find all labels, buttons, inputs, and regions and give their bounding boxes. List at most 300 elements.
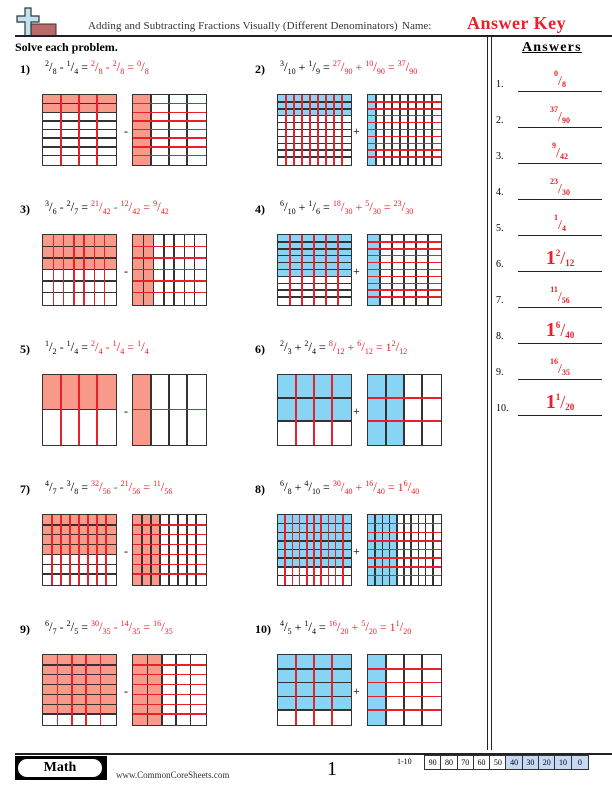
score-cell: 30 xyxy=(523,756,539,769)
answer-denominator: 42 xyxy=(559,152,568,161)
grid-line xyxy=(285,95,287,165)
grid-line xyxy=(306,515,308,585)
problem-number: 4) xyxy=(255,202,265,216)
answer-number: 3. xyxy=(496,151,504,162)
answer-row xyxy=(496,62,608,92)
instructions: Solve each problem. xyxy=(15,40,118,54)
score-cell: 10 xyxy=(555,756,571,769)
problem-equation: $^1/_2 - ^1/_4 = ^2/_4 - ^1/_4 = ^1/_4$ xyxy=(45,339,149,356)
problem-2 xyxy=(255,59,475,172)
fraction: $^5/_{30}$ xyxy=(365,199,381,216)
problem-equation: $^3/_{10} + ^1/_9 = ^{27}/_{90} + ^{10}/_{90} = ^{37}/_{90}$ xyxy=(280,59,418,76)
grid-line xyxy=(313,515,315,585)
answer-value[interactable] xyxy=(518,319,602,342)
fraction: $^{16}/_{40}$ xyxy=(365,479,385,496)
grid-line xyxy=(63,235,65,305)
grid-line xyxy=(133,137,206,139)
grid-line xyxy=(43,713,116,715)
problem-equation: $^3/_6 - ^2/_7 = ^{21}/_{42} - ^{12}/_{42} = ^9/_{42}$ xyxy=(45,199,169,216)
grid-line xyxy=(278,129,351,131)
grid-line xyxy=(368,255,441,257)
problem-equation: $^2/_8 - ^1/_4 = ^2/_8 - ^2/_8 = ^0/_8$ xyxy=(45,59,149,76)
grid-line xyxy=(133,155,206,157)
answer-value[interactable] xyxy=(518,285,602,306)
header-divider xyxy=(15,35,612,37)
answer-numerator: 0 xyxy=(554,69,559,78)
grid-line xyxy=(325,95,327,165)
fraction: $^2/_8$ xyxy=(112,59,125,76)
website-link[interactable]: www.CommonCoreSheets.com xyxy=(116,770,230,780)
fraction: $^2/_8$ xyxy=(91,59,103,76)
answer-row xyxy=(496,278,608,308)
grid-line xyxy=(368,557,441,559)
answer-row xyxy=(496,386,608,416)
problem-equation: $^6/_{10} + ^1/_6 = ^{18}/_{30} + ^5/_{30} = ^{23}/_{30}$ xyxy=(280,199,414,216)
grid-line xyxy=(368,668,441,670)
name-label: Name: xyxy=(402,20,432,32)
grid-line xyxy=(333,95,335,165)
fraction-grid-first xyxy=(42,514,117,586)
grid-line xyxy=(87,515,89,585)
fraction: $^0/_8$ xyxy=(137,59,149,76)
fraction: $^{11}/_{56}$ xyxy=(153,479,173,496)
answer-denominator: 90 xyxy=(561,116,570,125)
grid-line xyxy=(133,713,206,715)
grid-line xyxy=(368,532,441,534)
problem-number: 10) xyxy=(255,622,271,636)
grid-line xyxy=(368,136,441,138)
fraction-grid-second xyxy=(367,234,442,306)
answer-line xyxy=(518,235,602,237)
grid-line xyxy=(368,397,441,399)
grid-line xyxy=(295,655,297,725)
grid-line xyxy=(341,95,343,165)
grid-line xyxy=(278,122,351,124)
answer-value[interactable] xyxy=(518,357,602,378)
problem-number: 2) xyxy=(255,62,265,76)
grid-line xyxy=(133,694,206,696)
fraction: $^2/_4$ xyxy=(304,339,317,356)
grid-line xyxy=(368,122,441,124)
fraction-grid-second xyxy=(367,654,442,726)
problem-1 xyxy=(20,59,240,172)
fraction: $^6/_{12}$ xyxy=(357,339,373,356)
subject-badge xyxy=(15,756,107,780)
grid-line xyxy=(385,375,387,445)
grid-line xyxy=(320,515,322,585)
grid-line xyxy=(368,115,441,117)
grid-line xyxy=(133,292,206,294)
problem-7 xyxy=(20,479,240,592)
grid-line xyxy=(278,149,351,151)
fraction: $^4/_5$ xyxy=(280,619,292,636)
problem-number: 3) xyxy=(20,202,30,216)
grid-line xyxy=(368,241,441,243)
fraction-grid-second xyxy=(367,374,442,446)
fraction: $^{30}/_{35}$ xyxy=(91,619,111,636)
answer-numerator: 6 xyxy=(555,320,561,330)
answer-denominator: 35 xyxy=(561,368,570,377)
fraction-grid-first xyxy=(42,94,117,166)
shaded-region xyxy=(368,655,386,725)
grid-line xyxy=(403,655,405,725)
fraction-slash: / xyxy=(557,290,562,305)
answer-line xyxy=(518,343,602,345)
answer-number: 5. xyxy=(496,223,504,234)
answer-row xyxy=(496,242,608,272)
score-cell: 70 xyxy=(458,756,474,769)
problem-equation: $^4/_7 - ^3/_8 = ^{32}/_{56} - ^{21}/_{56} = ^{11}/_{56}$ xyxy=(45,479,173,496)
fraction: $1^2/_{12}$ xyxy=(385,339,408,356)
grid-line xyxy=(368,101,441,103)
grid-line xyxy=(313,655,315,725)
grid-line xyxy=(278,143,351,145)
fraction-slash: / xyxy=(558,218,562,233)
grid-line xyxy=(385,655,387,725)
answer-value[interactable] xyxy=(518,105,602,126)
grid-line xyxy=(78,515,80,585)
grid-line xyxy=(43,664,116,666)
answer-value[interactable] xyxy=(518,213,602,234)
score-cell: 60 xyxy=(474,756,490,769)
answer-line xyxy=(518,379,602,381)
fraction: $^{16}/_{20}$ xyxy=(328,619,349,636)
fraction: $^1/_4$ xyxy=(137,339,149,356)
problem-9 xyxy=(20,619,240,732)
answer-row xyxy=(496,206,608,236)
answer-row xyxy=(496,314,608,344)
grid-line xyxy=(96,95,98,165)
answer-numerator: 9 xyxy=(552,141,557,150)
answer-line xyxy=(518,199,602,201)
grid-line xyxy=(133,246,206,248)
fraction: $^{21}/_{42}$ xyxy=(91,199,111,216)
grid-line xyxy=(69,515,71,585)
fraction: $^3/_6$ xyxy=(45,199,57,216)
problem-number: 1) xyxy=(20,62,30,76)
answer-number: 2. xyxy=(496,115,504,126)
answer-line xyxy=(518,91,602,93)
grid-line xyxy=(133,664,206,666)
fraction: $^1/_4$ xyxy=(112,339,125,356)
grid-line xyxy=(317,95,319,165)
score-cell: 0 xyxy=(572,756,588,769)
grid-line xyxy=(328,515,330,585)
fraction-grid-first xyxy=(277,374,352,446)
grid-line xyxy=(292,515,294,585)
problem-number: 7) xyxy=(20,482,30,496)
answer-row xyxy=(496,170,608,200)
answer-numerator: 2 xyxy=(555,248,561,258)
fraction-grid-first xyxy=(42,374,117,446)
score-cell: 50 xyxy=(490,756,506,769)
grid-line xyxy=(331,655,333,725)
grid-line xyxy=(289,235,291,305)
answer-row xyxy=(496,350,608,380)
answer-whole: 1 xyxy=(545,247,556,269)
fraction-slash: / xyxy=(560,248,566,268)
fraction-grid-first xyxy=(42,654,117,726)
grid-line xyxy=(368,696,441,698)
problem-equation: $^4/_5 + ^1/_4 = ^{16}/_{20} + ^5/_{20} = 1^1/_{20}$ xyxy=(280,619,412,636)
operator-sign: - xyxy=(124,684,128,698)
answer-number: 8. xyxy=(496,331,504,342)
grid-line xyxy=(43,674,116,676)
fraction-grid-first xyxy=(42,234,117,306)
worksheet-title: Adding and Subtracting Fractions Visually (Different Denominators) xyxy=(88,20,398,32)
grid-line xyxy=(301,235,303,305)
fraction: $^8/_{12}$ xyxy=(328,339,345,356)
grid-line xyxy=(368,262,441,264)
grid-line xyxy=(278,115,351,117)
grid-line xyxy=(368,540,441,542)
operator-sign: + xyxy=(353,544,360,558)
fraction: $^1/_9$ xyxy=(308,59,321,76)
grid-line xyxy=(60,515,62,585)
operator-sign: - xyxy=(124,404,128,418)
grid-line xyxy=(278,108,351,110)
grid-line xyxy=(368,276,441,278)
grid-line xyxy=(83,235,85,305)
problem-10 xyxy=(255,619,475,732)
fraction: $^1/_4$ xyxy=(66,59,79,76)
fraction: $^4/_7$ xyxy=(45,479,57,496)
grid-line xyxy=(43,694,116,696)
grid-line xyxy=(43,704,116,706)
fraction-grid-second xyxy=(367,94,442,166)
fraction: $^1/_2$ xyxy=(45,339,57,356)
fraction-grid-second xyxy=(132,514,207,586)
grid-line xyxy=(60,375,62,445)
fraction-slash: / xyxy=(558,74,562,89)
grid-line xyxy=(51,515,53,585)
grid-line xyxy=(78,95,80,165)
operator-sign: - xyxy=(124,264,128,278)
grid-line xyxy=(57,655,59,725)
grid-line xyxy=(133,129,206,131)
answers-column-divider xyxy=(487,37,492,750)
problem-equation: $^2/_3 + ^2/_4 = ^8/_{12} + ^6/_{12} = 1^2/_{12}$ xyxy=(280,339,408,356)
operator-sign: + xyxy=(353,684,360,698)
grid-line xyxy=(421,375,423,445)
fraction: $1^1/_{20}$ xyxy=(389,619,412,636)
score-range-label: 1-10 xyxy=(397,757,412,766)
grid-line xyxy=(104,235,106,305)
fraction: $^1/_6$ xyxy=(308,199,321,216)
score-cell: 90 xyxy=(425,756,441,769)
answer-value[interactable] xyxy=(518,177,602,198)
grid-line xyxy=(368,143,441,145)
answer-number: 4. xyxy=(496,187,504,198)
fraction-grid-first xyxy=(277,514,352,586)
answer-value[interactable] xyxy=(518,391,602,414)
operator-sign: + xyxy=(353,404,360,418)
subject-label: Math xyxy=(18,759,102,777)
fraction-grid-second xyxy=(132,374,207,446)
problem-number: 6) xyxy=(255,342,265,356)
answer-denominator: 12 xyxy=(565,258,575,268)
answer-line xyxy=(518,163,602,165)
answer-number: 6. xyxy=(496,259,504,270)
fraction: $^1/_4$ xyxy=(304,619,317,636)
problem-6 xyxy=(255,339,475,452)
problem-5 xyxy=(20,339,240,452)
fraction: $^{30}/_{40}$ xyxy=(332,479,353,496)
grid-line xyxy=(133,269,206,271)
grid-line xyxy=(278,156,351,158)
grid-line xyxy=(133,524,206,526)
answer-denominator: 30 xyxy=(561,188,570,197)
answer-number: 10. xyxy=(496,403,509,414)
score-table xyxy=(424,755,589,770)
fraction-grid-second xyxy=(132,234,207,306)
grid-line xyxy=(313,235,315,305)
grid-line xyxy=(71,655,73,725)
grid-line xyxy=(133,674,206,676)
grid-line xyxy=(368,682,441,684)
answer-denominator: 20 xyxy=(565,402,575,412)
problem-number: 5) xyxy=(20,342,30,356)
fraction: $^4/_{10}$ xyxy=(304,479,321,496)
score-cell: 80 xyxy=(441,756,457,769)
grid-line xyxy=(368,129,441,131)
grid-line xyxy=(284,515,286,585)
page-number: 1 xyxy=(327,758,337,780)
grid-line xyxy=(96,375,98,445)
fraction: $^{16}/_{35}$ xyxy=(153,619,173,636)
fraction: $^9/_{42}$ xyxy=(153,199,169,216)
score-cell: 20 xyxy=(539,756,555,769)
grid-line xyxy=(133,573,206,575)
answer-denominator: 4 xyxy=(561,224,566,233)
fraction-slash: / xyxy=(556,146,560,161)
grid-line xyxy=(133,103,206,105)
answer-number: 7. xyxy=(496,295,504,306)
fraction-grid-first xyxy=(277,654,352,726)
grid-line xyxy=(295,375,297,445)
fraction-slash: / xyxy=(560,392,566,412)
fraction-slash: / xyxy=(558,182,562,197)
grid-line xyxy=(325,235,327,305)
grid-line xyxy=(368,420,441,422)
grid-line xyxy=(368,566,441,568)
grid-line xyxy=(133,280,206,282)
answer-line xyxy=(518,415,602,417)
grid-line xyxy=(403,375,405,445)
grid-line xyxy=(133,554,206,556)
problem-3 xyxy=(20,199,240,312)
grid-line xyxy=(368,149,441,151)
grid-line xyxy=(133,684,206,686)
grid-line xyxy=(133,704,206,706)
fraction-slash: / xyxy=(558,110,562,125)
fraction-grid-first xyxy=(277,234,352,306)
answer-whole: 1 xyxy=(545,319,556,341)
fraction: $^6/_7$ xyxy=(45,619,57,636)
grid-line xyxy=(368,549,441,551)
grid-line xyxy=(299,515,301,585)
grid-line xyxy=(96,515,98,585)
grid-line xyxy=(335,515,337,585)
grid-line xyxy=(278,101,351,103)
answer-numerator: 11 xyxy=(550,285,558,294)
grid-line xyxy=(105,515,107,585)
answer-denominator: 8 xyxy=(561,80,566,89)
grid-line xyxy=(368,248,441,250)
answer-denominator: 56 xyxy=(561,296,570,305)
grid-line xyxy=(133,112,206,114)
problem-4 xyxy=(255,199,475,312)
grid-line xyxy=(368,296,441,298)
problem-equation: $^6/_8 + ^4/_{10} = ^{30}/_{40} + ^{16}/_{40} = 1^6/_{40}$ xyxy=(280,479,420,496)
operator-sign: - xyxy=(124,124,128,138)
grid-line xyxy=(368,283,441,285)
grid-line xyxy=(313,375,315,445)
answer-numerator: 1 xyxy=(554,213,559,222)
problem-equation: $^6/_7 - ^2/_5 = ^{30}/_{35} - ^{14}/_{35} = ^{16}/_{35}$ xyxy=(45,619,173,636)
answers-title: Answers xyxy=(522,40,582,55)
grid-line xyxy=(331,375,333,445)
problem-number: 8) xyxy=(255,482,265,496)
grid-line xyxy=(85,655,87,725)
fraction: $^{37}/_{90}$ xyxy=(397,59,418,76)
name-value: Answer Key xyxy=(467,13,567,33)
fraction: $^2/_5$ xyxy=(66,619,79,636)
fraction: $^{14}/_{35}$ xyxy=(120,619,141,636)
fraction: $^{18}/_{30}$ xyxy=(332,199,353,216)
grid-line xyxy=(43,684,116,686)
answer-numerator: 37 xyxy=(550,105,559,114)
fraction: $^{27}/_{90}$ xyxy=(332,59,353,76)
fraction: $^2/_3$ xyxy=(280,339,292,356)
answer-number: 9. xyxy=(496,367,504,378)
grid-line xyxy=(309,95,311,165)
answer-line xyxy=(518,127,602,129)
grid-line xyxy=(53,235,55,305)
grid-line xyxy=(301,95,303,165)
fraction: $^1/_4$ xyxy=(66,339,79,356)
fraction: $^{32}/_{56}$ xyxy=(91,479,111,496)
answer-row xyxy=(496,98,608,128)
grid-line xyxy=(368,156,441,158)
grid-line xyxy=(133,534,206,536)
grid-line xyxy=(368,269,441,271)
answer-line xyxy=(518,271,602,273)
answer-line xyxy=(518,307,602,309)
grid-line xyxy=(78,375,80,445)
plus-minus-logo-icon xyxy=(16,6,58,38)
grid-line xyxy=(368,575,441,577)
answer-whole: 1 xyxy=(545,391,556,413)
fraction-slash: / xyxy=(560,320,566,340)
grid-line xyxy=(133,564,206,566)
answer-value[interactable] xyxy=(518,247,602,270)
fraction: $^{23}/_{30}$ xyxy=(393,199,414,216)
grid-line xyxy=(100,655,102,725)
answer-value[interactable] xyxy=(518,69,602,90)
grid-line xyxy=(368,709,441,711)
operator-sign: + xyxy=(353,124,360,138)
fraction: $^{10}/_{90}$ xyxy=(365,59,385,76)
fraction-grid-second xyxy=(132,94,207,166)
fraction-grid-first xyxy=(277,94,352,166)
fraction: $^6/_8$ xyxy=(280,479,292,496)
grid-line xyxy=(133,409,206,411)
problem-8 xyxy=(255,479,475,592)
answer-value[interactable] xyxy=(518,141,602,162)
grid-line xyxy=(278,136,351,138)
grid-line xyxy=(133,544,206,546)
